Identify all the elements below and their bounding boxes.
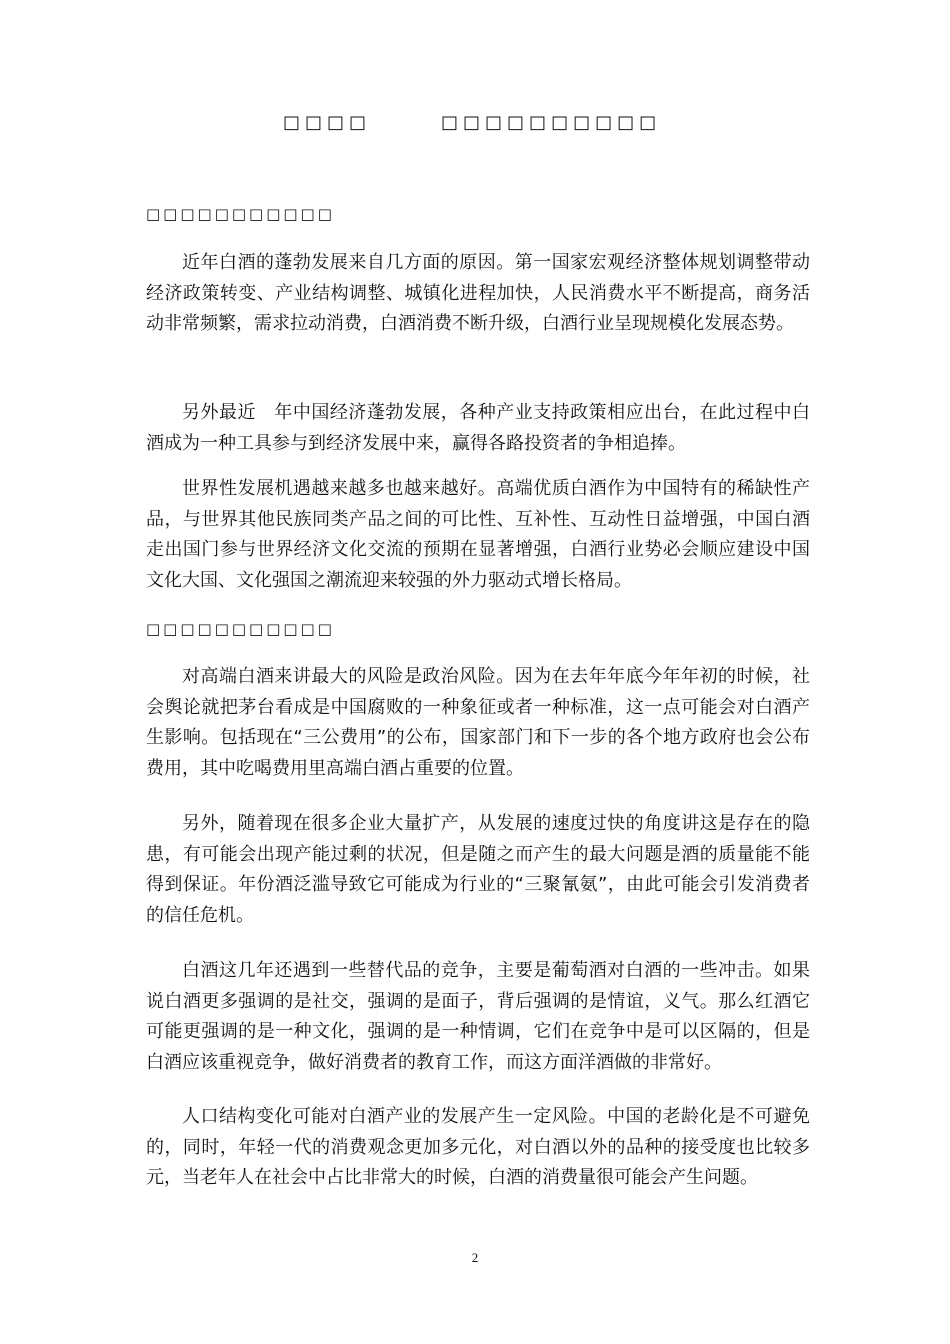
paragraph: 世界性发展机遇越来越多也越来越好。高端优质白酒作为中国特有的稀缺性产品，与世界其他民族同类产品之间的可比性、互补性、互动性日益增强，中国白酒走出国门参与世界经济文化交流的预期在显著增强，白酒行业势必会顺应建设中国文化大国、文化强国之潮流迎来较强的外力驱动式增长格局。 — [146, 478, 810, 591]
paragraph: 另外，随着现在很多企业大量扩产，从发展的速度过快的角度讲这是存在的隐患，有可能会出现产能过剩的状况，但是随之而产生的最大问题是酒的质量能不能得到保证。年份酒泛滥导致它可能成为行业的“三聚氰氨”，由此可能会引发消费者的信任危机。 — [146, 813, 810, 926]
title-part-right: □□□□□□□□□□ — [441, 112, 662, 133]
paragraph: 白酒这几年还遇到一些替代品的竞争，主要是葡萄酒对白酒的一些冲击。如果说白酒更多强调的是社交，强调的是面子，背后强调的是情谊，义气。那么红酒它可能更强调的是一种文化，强调的是一种情调，它们在竞争中是可以区隔的，但是白酒应该重视竞争，做好消费者的教育工作，而这方面洋酒做的非常好。 — [146, 960, 810, 1073]
page-title — [283, 112, 661, 133]
page-number: 2 — [471, 1250, 479, 1265]
paragraph: 近年白酒的蓬勃发展来自几方面的原因。第一国家宏观经济整体规划调整带动经济政策转变、产业结构调整、城镇化进程加快，人民消费水平不断提高，商务活动非常频繁，需求拉动消费，白酒消费不断升级，白酒行业呈现规模化发展态势。 — [146, 252, 810, 334]
title-part-left: □□□□ — [283, 112, 372, 133]
paragraph: 对高端白酒来讲最大的风险是政治风险。因为在去年年底今年年初的时候，社会舆论就把茅台看成是中国腐败的一种象征或者一种标准，这一点可能会对白酒产生影响。包括现在“三公费用”的公布，国家部门和下一步的各个地方政府也会公布费用，其中吃喝费用里高端白酒占重要的位置。 — [146, 666, 810, 779]
section-heading-1: □□□□□□□□□□□ — [146, 205, 335, 223]
section-heading-2: □□□□□□□□□□□ — [146, 620, 335, 638]
paragraph: 另外最近 年中国经济蓬勃发展，各种产业支持政策相应出台，在此过程中白酒成为一种工具参与到经济发展中来，赢得各路投资者的争相追捧。 — [146, 402, 810, 454]
paragraph: 人口结构变化可能对白酒产业的发展产生一定风险。中国的老龄化是不可避免的，同时，年轻一代的消费观念更加多元化，对白酒以外的品种的接受度也比较多元，当老年人在社会中占比非常大的时候，白酒的消费量很可能会产生问题。 — [146, 1106, 810, 1188]
